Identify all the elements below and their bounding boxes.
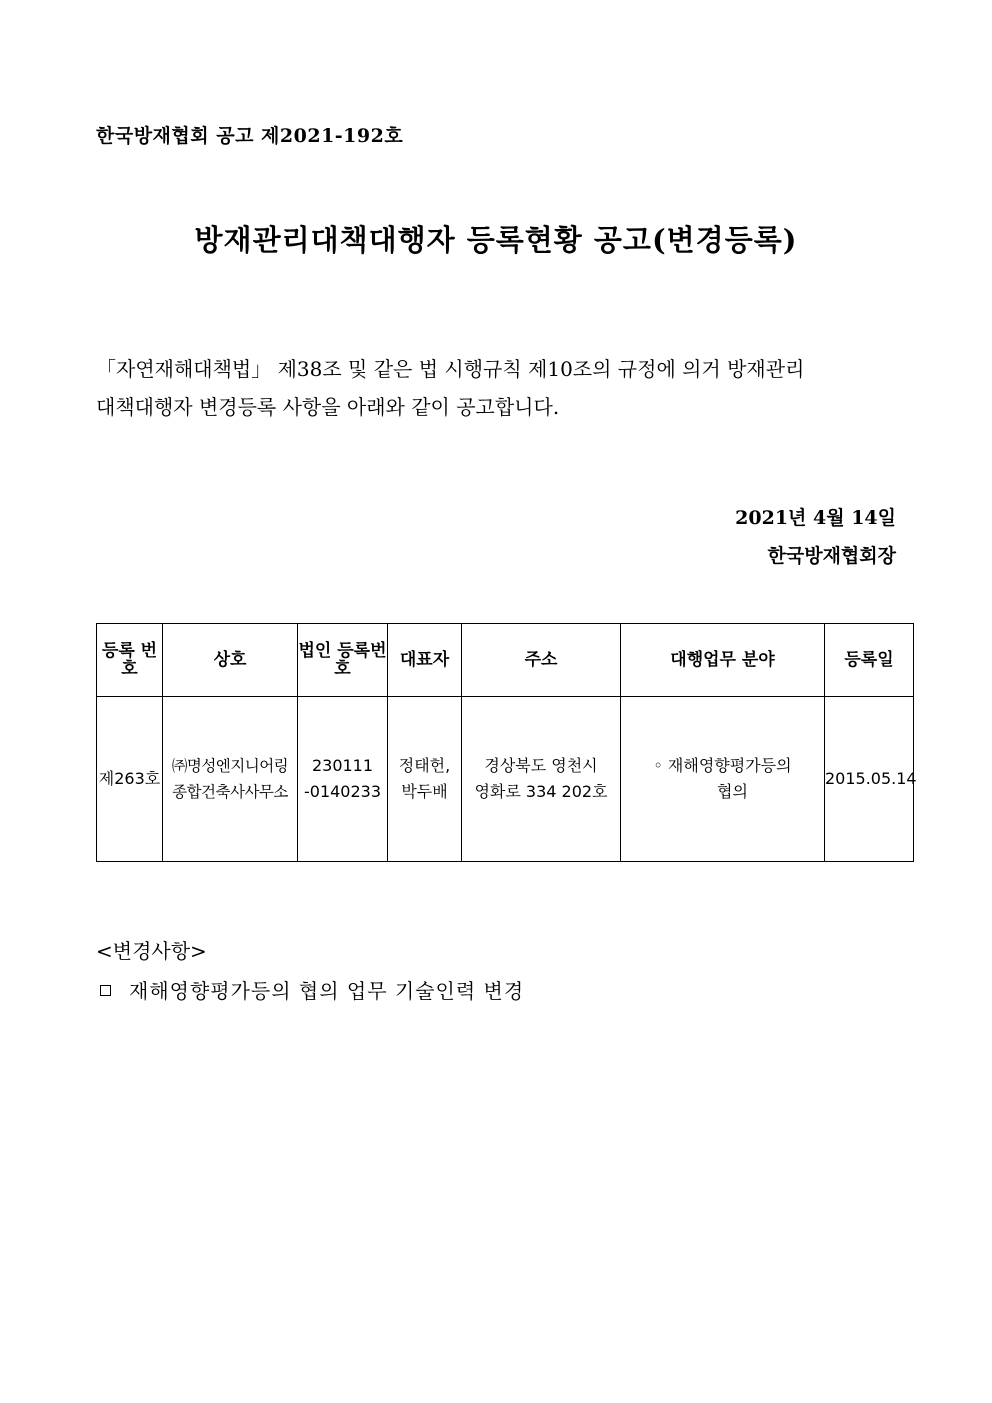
- cell-business: [621, 697, 825, 862]
- changes-item-text: 재해영향평가등의 협의 업무 기술인력 변경: [129, 979, 525, 1003]
- cell-corp-no: [298, 697, 388, 862]
- changes-heading: <변경사항>: [96, 939, 207, 963]
- notice-number: 한국방재협회 공고 제2021-192호: [96, 125, 404, 147]
- header-reg-no-line-1: 등록: [101, 641, 135, 661]
- header-company: 상호: [163, 624, 298, 697]
- address-line-1: 경상북도 영천시: [484, 756, 598, 775]
- business-line-1: ◦ 재해영향평가등의: [653, 756, 792, 775]
- changes-item: [100, 975, 524, 1004]
- signer: 한국방재협회장: [767, 545, 896, 567]
- header-reg-no-line-2: 번호: [121, 641, 158, 679]
- address-line-2: 영화로 334 202호: [474, 782, 608, 801]
- header-reg-date: 등록일: [825, 624, 914, 697]
- table-header-row: [97, 624, 914, 697]
- cell-representative: [388, 697, 462, 862]
- corp-no-line-2: -0140233: [303, 782, 382, 801]
- company-line-1: ㈜명성엔지니어링: [171, 757, 289, 775]
- header-address: 주소: [462, 624, 621, 697]
- cell-reg-no: 제263호: [97, 697, 163, 862]
- header-reg-no: [97, 624, 163, 697]
- body-line-2: 대책대행자 변경등록 사항을 아래와 같이 공고합니다.: [96, 395, 560, 419]
- table-row: [97, 697, 914, 862]
- corp-no-line-1: 230111: [311, 756, 374, 775]
- body-paragraph: [96, 350, 896, 426]
- business-line-2: 협의: [717, 782, 748, 801]
- body-line-1: 「자연재해대책법」 제38조 및 같은 법 시행규칙 제10조의 규정에 의거 방재관리: [96, 357, 805, 381]
- header-business: 대행업무 분야: [621, 624, 825, 697]
- square-bullet-icon: [100, 985, 111, 996]
- cell-address: [462, 697, 621, 862]
- registration-table: [96, 623, 917, 862]
- header-representative: 대표자: [388, 624, 462, 697]
- document-title: 방재관리대책대행자 등록현황 공고(변경등록): [194, 223, 798, 257]
- company-line-2: 종합건축사사무소: [172, 783, 288, 801]
- cell-company: [163, 697, 298, 862]
- header-corp-no-line-1: 법인: [298, 641, 332, 661]
- representative-line-2: 박두배: [401, 782, 448, 801]
- header-corp-no-line-2: 등록번호: [334, 641, 387, 679]
- cell-reg-date: 2015.05.14: [825, 697, 914, 862]
- representative-line-1: 정태헌,: [398, 756, 451, 775]
- notice-date: 2021년 4월 14일: [735, 507, 896, 529]
- header-corp-no: [298, 624, 388, 697]
